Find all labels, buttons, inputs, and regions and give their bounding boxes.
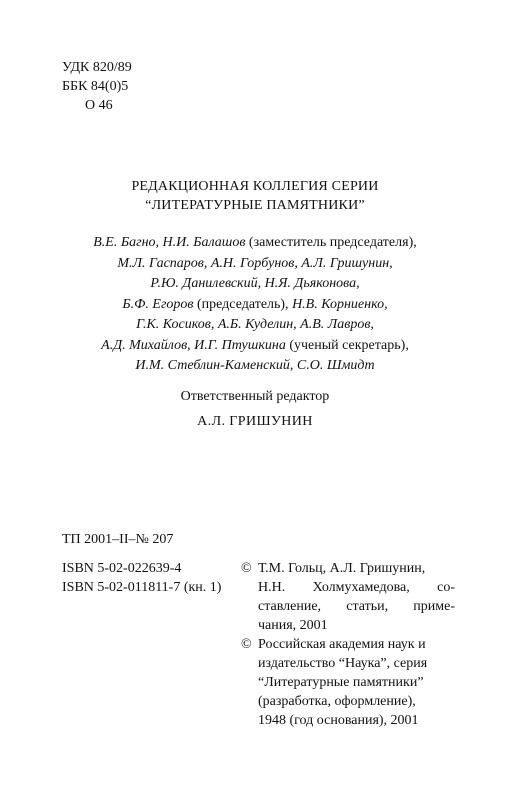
members-line-5 [0, 315, 510, 336]
copyright-line: 1948 (год основания), 2001 [258, 713, 419, 728]
isbn-list [62, 559, 221, 597]
author-mark: О 46 [85, 98, 113, 113]
board-title-line-1: РЕДАКЦИОННАЯ КОЛЛЕГИЯ СЕРИИ [131, 179, 379, 194]
editorial-board-title [0, 177, 510, 215]
copyright-line: чания, 2001 [258, 618, 328, 633]
copyright-icon: © [241, 637, 252, 652]
copyright-line: Н.Н. Холмухамедова, со- [258, 580, 455, 595]
member-names: И.М. Стеблин-Каменский, С.О. Шмидт [135, 358, 375, 373]
bbk-code: ББК 84(0)5 [62, 79, 129, 94]
copyright-block-authors [241, 559, 455, 635]
member-names: А.Д. Михайлов, И.Г. Птушкина [101, 337, 286, 353]
publication-plan-number: ТП 2001–II–№ 207 [62, 532, 174, 547]
members-line-7 [0, 356, 510, 377]
members-line-4 [0, 295, 510, 316]
member-names: В.Е. Багно, Н.И. Балашов [93, 235, 246, 250]
member-names: Г.К. Косиков, А.Б. Куделин, А.В. Лавров, [136, 317, 374, 332]
isbn-line: ISBN 5-02-022639-4 [62, 561, 182, 576]
copyright-block-publisher [241, 635, 455, 730]
member-names: Н.В. Корниенко, [292, 296, 388, 312]
responsible-editor-name: А.Л. ГРИШУНИН [197, 414, 313, 429]
member-role: (ученый секретарь), [285, 337, 409, 353]
copyright-line: издательство “Наука”, серия [258, 656, 428, 671]
member-names: М.Л. Гаспаров, А.Н. Горбунов, А.Л. Гришунин, [117, 255, 393, 271]
members-line-1 [0, 233, 510, 254]
copyright-text [258, 635, 455, 730]
copyright-text [258, 559, 455, 635]
member-role: (заместитель председателя), [245, 235, 417, 250]
copyright-line: (разработка, оформление), [258, 694, 416, 709]
copyright-line: Российская академия наук и [258, 637, 426, 652]
copyright-notices [241, 559, 455, 730]
member-role: (председатель), [193, 296, 293, 312]
editorial-board-members [0, 233, 510, 377]
copyright-icon: © [241, 561, 252, 576]
copyright-line: Т.М. Гольц, А.Л. Гришунин, [258, 561, 426, 576]
board-title-line-2: “ЛИТЕРАТУРНЫЕ ПАМЯТНИКИ” [145, 198, 365, 213]
members-line-3 [0, 274, 510, 295]
members-line-2 [0, 254, 510, 275]
udk-code: УДК 820/89 [62, 60, 132, 75]
isbn-line: ISBN 5-02-011811-7 (кн. 1) [62, 580, 222, 595]
copyright-line: “Литературные памятники” [258, 675, 424, 690]
copyright-line: ставление, статьи, приме- [258, 599, 455, 614]
responsible-editor-label: Ответственный редактор [180, 389, 330, 404]
member-names: Б.Ф. Егоров [122, 296, 194, 312]
member-names: Р.Ю. Данилевский, Н.Я. Дьяконова, [150, 276, 360, 291]
classification-codes [62, 58, 132, 115]
members-line-6 [0, 336, 510, 357]
